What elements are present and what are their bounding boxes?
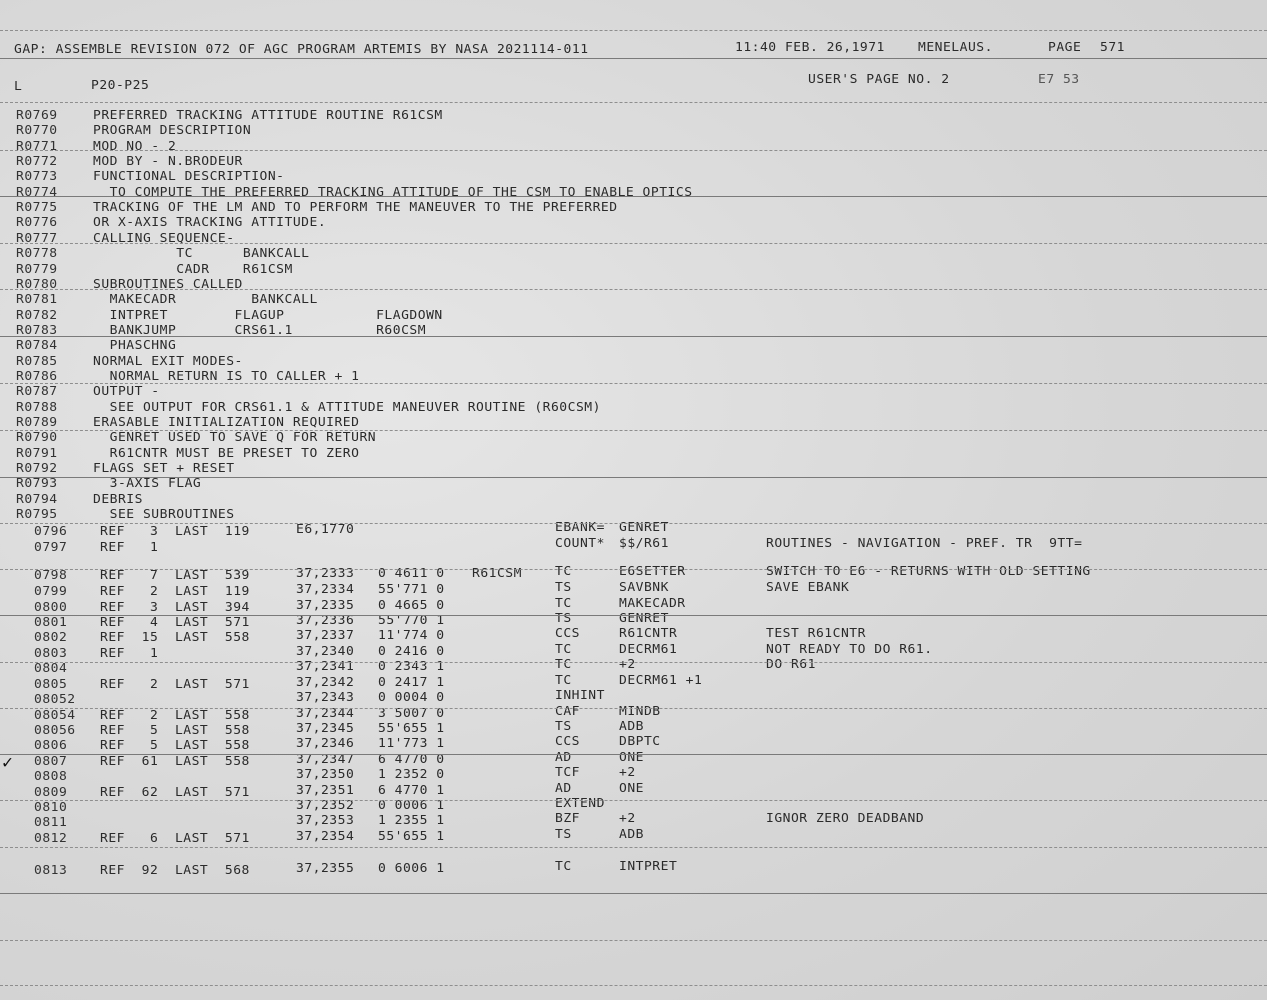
ruled-line (0, 430, 1267, 431)
comment-text: PROGRAM DESCRIPTION (93, 124, 252, 138)
code-word: 55'655 1 (378, 830, 445, 844)
code-word: 55'771 0 (378, 583, 445, 597)
comment-text: FLAGS SET + RESET (93, 462, 235, 476)
code-ref: REF 2 LAST 119 (100, 585, 250, 599)
code-comment: TEST R61CNTR (766, 627, 866, 641)
code-address: 37,2336 (296, 614, 355, 628)
code-word: 0 2343 1 (378, 660, 445, 674)
code-address: 37,2333 (296, 567, 355, 581)
ruled-line (0, 847, 1267, 848)
code-label: R61CSM (472, 567, 522, 581)
code-word: 55'655 1 (378, 722, 445, 736)
code-ref: REF 62 LAST 571 (100, 786, 250, 800)
code-line-number: 08054 (34, 709, 76, 723)
comment-text: NORMAL EXIT MODES- (93, 355, 243, 369)
code-operand: DBPTC (619, 735, 661, 749)
code-comment: SAVE EBANK (766, 581, 850, 595)
comment-line-number: R0779 (16, 263, 58, 277)
ruled-line (0, 477, 1267, 478)
code-opcode: EBANK= (555, 521, 605, 535)
code-operand: GENRET (619, 521, 669, 535)
code-line-number: 0810 (34, 801, 68, 815)
comment-text: SUBROUTINES CALLED (93, 278, 243, 292)
code-ref: REF 2 LAST 558 (100, 709, 250, 723)
comment-line-number: R0794 (16, 493, 58, 507)
comment-text: SEE OUTPUT FOR CRS61.1 & ATTITUDE MANEUVER ROUTINE (R60CSM) (93, 401, 601, 415)
comment-line-number: R0795 (16, 508, 58, 522)
code-line-number: 0797 (34, 541, 68, 555)
code-opcode: EXTEND (555, 797, 605, 811)
code-operand: MINDB (619, 705, 661, 719)
code-word: 0 6006 1 (378, 862, 445, 876)
code-line-number: 0799 (34, 585, 68, 599)
code-address: 37,2352 (296, 799, 355, 813)
code-address: 37,2341 (296, 660, 355, 674)
comment-line-number: R0776 (16, 216, 58, 230)
comment-line-number: R0784 (16, 339, 58, 353)
code-ref: REF 6 LAST 571 (100, 832, 250, 846)
code-opcode: TC (555, 643, 572, 657)
code-opcode: TS (555, 828, 572, 842)
code-ref: REF 5 LAST 558 (100, 724, 250, 738)
code-ref: REF 2 LAST 571 (100, 678, 250, 692)
code-address: E6,1770 (296, 523, 355, 537)
comment-line-number: R0778 (16, 247, 58, 261)
code-opcode: CCS (555, 735, 580, 749)
code-address: 37,2334 (296, 583, 355, 597)
code-line-number: 0809 (34, 786, 68, 800)
code-line-number: 0802 (34, 631, 68, 645)
code-word: 1 2355 1 (378, 814, 445, 828)
code-address: 37,2346 (296, 737, 355, 751)
code-word: 0 4665 0 (378, 599, 445, 613)
comment-line-number: R0789 (16, 416, 58, 430)
code-opcode: TC (555, 658, 572, 672)
code-comment: NOT READY TO DO R61. (766, 643, 933, 657)
code-operand: ONE (619, 751, 644, 765)
ruled-line (0, 940, 1267, 941)
code-operand: ADB (619, 720, 644, 734)
ruled-line (0, 58, 1267, 59)
comment-text: FUNCTIONAL DESCRIPTION- (93, 170, 285, 184)
code-operand: R61CNTR (619, 627, 678, 641)
code-operand: MAKECADR (619, 597, 686, 611)
code-operand: +2 (619, 812, 636, 826)
comment-text: BANKJUMP CRS61.1 R60CSM (93, 324, 427, 338)
code-word: 0 0006 1 (378, 799, 445, 813)
ruled-line (0, 615, 1267, 616)
code-address: 37,2354 (296, 830, 355, 844)
ruled-line (0, 30, 1267, 31)
code-address: 37,2335 (296, 599, 355, 613)
code-line-number: 0801 (34, 616, 68, 630)
code-word: 55'770 1 (378, 614, 445, 628)
ruled-line (0, 800, 1267, 801)
code-word: 6 4770 0 (378, 753, 445, 767)
code-opcode: TS (555, 581, 572, 595)
code-address: 37,2350 (296, 768, 355, 782)
section-title: P20-P25 (91, 79, 150, 93)
code-opcode: BZF (555, 812, 580, 826)
comment-text: NORMAL RETURN IS TO CALLER + 1 (93, 370, 360, 384)
comment-text: OUTPUT - (93, 385, 160, 399)
ruled-line (0, 523, 1267, 524)
comment-line-number: R0793 (16, 477, 58, 491)
code-word: 0 0004 0 (378, 691, 445, 705)
code-line-number: 08052 (34, 693, 76, 707)
comment-text: TC BANKCALL (93, 247, 310, 261)
code-opcode: TCF (555, 766, 580, 780)
code-comment: IGNOR ZERO DEADBAND (766, 812, 925, 826)
code-address: 37,2353 (296, 814, 355, 828)
code-operand: $$/R61 (619, 537, 669, 551)
comment-text: 3-AXIS FLAG (93, 477, 202, 491)
code-ref: REF 61 LAST 558 (100, 755, 250, 769)
code-ref: REF 3 LAST 394 (100, 601, 250, 615)
comment-line-number: R0786 (16, 370, 58, 384)
users-page: USER'S PAGE NO. 2 (808, 73, 950, 87)
code-operand: DECRM61 +1 (619, 674, 703, 688)
code-address: 37,2337 (296, 629, 355, 643)
code-opcode: CAF (555, 705, 580, 719)
comment-line-number: R0774 (16, 186, 58, 200)
comment-text: R61CNTR MUST BE PRESET TO ZERO (93, 447, 360, 461)
users-page-extra: E7 53 (1038, 73, 1080, 87)
code-ref: REF 15 LAST 558 (100, 631, 250, 645)
assembly-timestamp: 11:40 FEB. 26,1971 (735, 41, 885, 55)
code-line-number: 0808 (34, 770, 68, 784)
code-line-number: 0800 (34, 601, 68, 615)
code-ref: REF 7 LAST 539 (100, 569, 250, 583)
ruled-line (0, 336, 1267, 337)
comment-line-number: R0792 (16, 462, 58, 476)
assembly-author: MENELAUS. (918, 41, 993, 55)
code-operand: INTPRET (619, 860, 678, 874)
code-address: 37,2351 (296, 784, 355, 798)
code-address: 37,2345 (296, 722, 355, 736)
code-comment: DO R61 (766, 658, 816, 672)
comment-line-number: R0780 (16, 278, 58, 292)
code-word: 11'774 0 (378, 629, 445, 643)
code-operand: +2 (619, 658, 636, 672)
comment-text: CALLING SEQUENCE- (93, 232, 235, 246)
code-operand: +2 (619, 766, 636, 780)
ruled-line (0, 662, 1267, 663)
code-line-number: 0807 (34, 755, 68, 769)
comment-text: PHASCHNG (93, 339, 177, 353)
ruled-line (0, 289, 1267, 290)
code-operand: ONE (619, 782, 644, 796)
comment-line-number: R0782 (16, 309, 58, 323)
code-line-number: 0804 (34, 662, 68, 676)
code-line-number: 0796 (34, 525, 68, 539)
comment-text: MOD BY - N.BRODEUR (93, 155, 243, 169)
code-comment: ROUTINES - NAVIGATION - PREF. TR 9TT= (766, 537, 1083, 551)
code-line-number: 08056 (34, 724, 76, 738)
comment-line-number: R0790 (16, 431, 58, 445)
code-opcode: TC (555, 860, 572, 874)
code-operand: SAVBNK (619, 581, 669, 595)
page-label: PAGE (1048, 41, 1082, 55)
comment-line-number: R0773 (16, 170, 58, 184)
code-opcode: TS (555, 612, 572, 626)
code-ref: REF 4 LAST 571 (100, 616, 250, 630)
comment-line-number: R0770 (16, 124, 58, 138)
ruled-line (0, 243, 1267, 244)
code-opcode: AD (555, 751, 572, 765)
code-opcode: AD (555, 782, 572, 796)
ruled-line (0, 569, 1267, 570)
code-operand: GENRET (619, 612, 669, 626)
code-line-number: 0812 (34, 832, 68, 846)
code-opcode: INHINT (555, 689, 605, 703)
code-word: 6 4770 1 (378, 784, 445, 798)
code-line-number: 0798 (34, 569, 68, 583)
comment-text: DEBRIS (93, 493, 143, 507)
code-ref: REF 1 (100, 647, 159, 661)
code-opcode: COUNT* (555, 537, 605, 551)
code-line-number: 0811 (34, 816, 68, 830)
code-operand: DECRM61 (619, 643, 678, 657)
code-line-number: 0803 (34, 647, 68, 661)
code-address: 37,2355 (296, 862, 355, 876)
comment-line-number: R0775 (16, 201, 58, 215)
comment-line-number: R0769 (16, 109, 58, 123)
code-ref: REF 92 LAST 568 (100, 864, 250, 878)
code-opcode: TC (555, 565, 572, 579)
comment-line-number: R0772 (16, 155, 58, 169)
ruled-line (0, 102, 1267, 103)
comment-text: SEE SUBROUTINES (93, 508, 235, 522)
code-word: 1 2352 0 (378, 768, 445, 782)
code-address: 37,2342 (296, 676, 355, 690)
comment-text: GENRET USED TO SAVE Q FOR RETURN (93, 431, 377, 445)
code-ref: REF 1 (100, 541, 159, 555)
ruled-line (0, 196, 1267, 197)
comment-line-number: R0788 (16, 401, 58, 415)
ruled-line (0, 893, 1267, 894)
comment-line-number: R0785 (16, 355, 58, 369)
ruled-line (0, 150, 1267, 151)
code-word: 0 4611 0 (378, 567, 445, 581)
comment-text: ERASABLE INITIALIZATION REQUIRED (93, 416, 360, 430)
assembly-header: GAP: ASSEMBLE REVISION 072 OF AGC PROGRAM ARTEMIS BY NASA 2021114-011 (14, 43, 589, 57)
code-comment: SWITCH TO E6 - RETURNS WITH OLD SETTING (766, 565, 1091, 579)
code-line-number: 0806 (34, 739, 68, 753)
ruled-line (0, 383, 1267, 384)
comment-text: TRACKING OF THE LM AND TO PERFORM THE MANEUVER TO THE PREFERRED (93, 201, 618, 215)
comment-line-number: R0771 (16, 140, 58, 154)
comment-line-number: R0783 (16, 324, 58, 338)
page-number: 571 (1100, 41, 1125, 55)
code-operand: ADB (619, 828, 644, 842)
code-opcode: CCS (555, 627, 580, 641)
comment-line-number: R0777 (16, 232, 58, 246)
comment-text: OR X-AXIS TRACKING ATTITUDE. (93, 216, 327, 230)
code-address: 37,2347 (296, 753, 355, 767)
code-opcode: TC (555, 597, 572, 611)
ruled-line (0, 708, 1267, 709)
comment-text: CADR R61CSM (93, 263, 293, 277)
ruled-line (0, 754, 1267, 755)
code-operand: E6SETTER (619, 565, 686, 579)
comment-text: MAKECADR BANKCALL (93, 293, 318, 307)
code-opcode: TC (555, 674, 572, 688)
comment-text: INTPRET FLAGUP FLAGDOWN (93, 309, 443, 323)
margin-check-mark: ✓ (2, 752, 13, 773)
code-word: 11'773 1 (378, 737, 445, 751)
ruled-line (0, 985, 1267, 986)
code-ref: REF 5 LAST 558 (100, 739, 250, 753)
code-word: 3 5007 0 (378, 707, 445, 721)
comment-text: PREFERRED TRACKING ATTITUDE ROUTINE R61CSM (93, 109, 443, 123)
code-line-number: 0813 (34, 864, 68, 878)
code-address: 37,2344 (296, 707, 355, 721)
comment-text: TO COMPUTE THE PREFERRED TRACKING ATTITUDE OF THE CSM TO ENABLE OPTICS (93, 186, 693, 200)
code-opcode: TS (555, 720, 572, 734)
code-address: 37,2343 (296, 691, 355, 705)
comment-text: MOD NO - 2 (93, 140, 177, 154)
code-line-number: 0805 (34, 678, 68, 692)
code-address: 37,2340 (296, 645, 355, 659)
comment-line-number: R0791 (16, 447, 58, 461)
code-word: 0 2417 1 (378, 676, 445, 690)
comment-line-number: R0781 (16, 293, 58, 307)
left-marker: L (14, 80, 23, 94)
code-ref: REF 3 LAST 119 (100, 525, 250, 539)
code-word: 0 2416 0 (378, 645, 445, 659)
comment-line-number: R0787 (16, 385, 58, 399)
